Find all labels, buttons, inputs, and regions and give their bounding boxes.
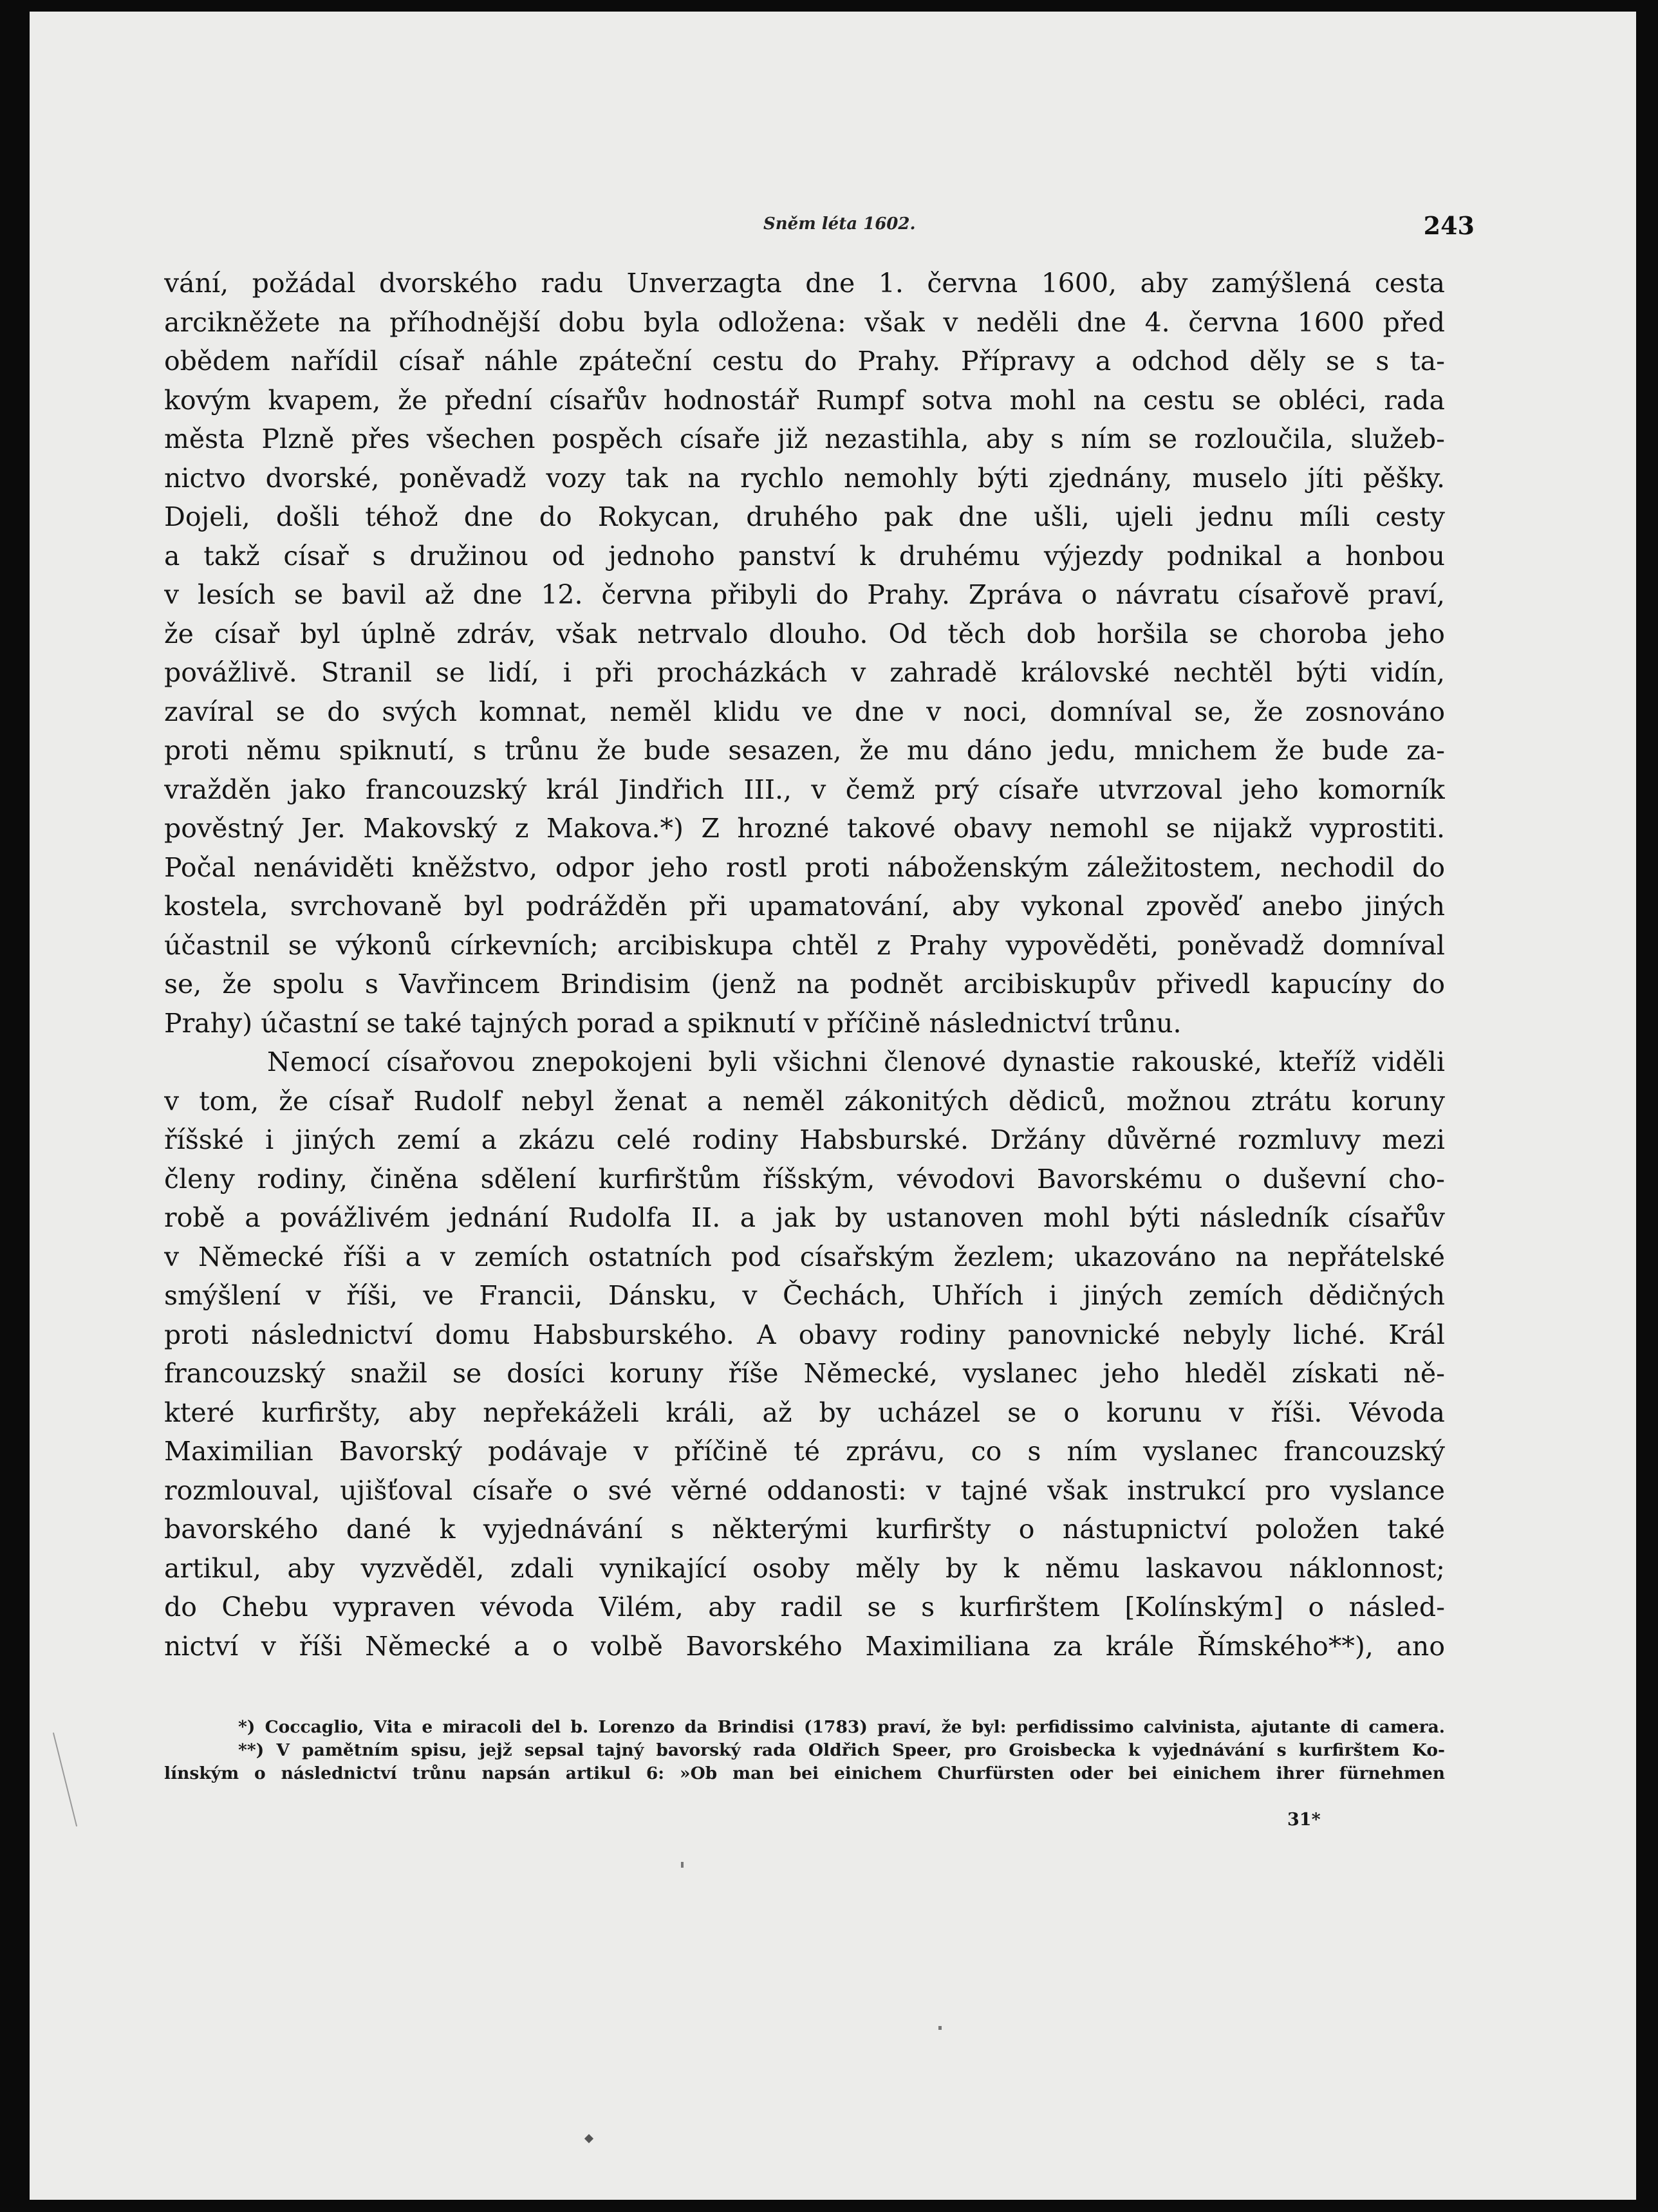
- text-line: že císař byl úplně zdráv, však netrvalo dlouho. Od těch dob horšila se choroba jeho: [164, 618, 1445, 649]
- dust-speck: [681, 1862, 684, 1868]
- text-line: Prahy) účastní se také tajných porad a spiknutí v příčině následnictví trůnu.: [164, 1007, 1182, 1039]
- text-line: Dojeli, došli téhož dne do Rokycan, druhého pak dne ušli, ujeli jednu míli cesty: [164, 501, 1445, 532]
- text-line: Počal nenáviděti kněžstvo, odpor jeho rostl proti náboženským záležitostem, nechodil do: [164, 851, 1445, 883]
- footnotes: [164, 1716, 1445, 1785]
- footnote-1: *) Coccaglio, Vita e miracoli del b. Lorenzo da Brindisi (1783) praví, že byl: perfidissimo calvinista, ajutante di camera.: [238, 1717, 1445, 1737]
- text-line: do Chebu vypraven vévoda Vilém, aby radil se s kurfirštem [Kolínským] o násled-: [164, 1592, 1445, 1622]
- text-line: říšské i jiných zemí a zkázu celé rodiny Habsburské. Držány důvěrné rozmluvy mezi: [164, 1124, 1445, 1155]
- text-line: a takž císař s družinou od jednoho panství k druhému výjezdy podnikal a honbou: [164, 540, 1445, 572]
- footnote-2: **) V pamětním spisu, jejž sepsal tajný bavorský rada Oldřich Speer, pro Groisbecka k vyjednávání s kurfirštem Ko-: [238, 1740, 1445, 1760]
- footnote-2-continued: línským o následnictví trůnu napsán artikul 6: »Ob man bei einichem Churfürsten oder bei einichem ihrer fürnehmen: [164, 1763, 1445, 1783]
- text-line: v tom, že císař Rudolf nebyl ženat a neměl zákonitých dědiců, možnou ztrátu koruny: [164, 1085, 1445, 1117]
- text-line: účastnil se výkonů církevních; arcibiskupa chtěl z Prahy vypověděti, poněvadž domníval: [164, 929, 1445, 961]
- text-line: bavorského dané k vyjednávání s některými kurfiršty o nástupnictví položen také: [164, 1514, 1445, 1545]
- text-line: kostela, svrchovaně byl podrážděn při upamatování, aby vykonal zpověď anebo jiných: [164, 891, 1445, 922]
- page-header: [203, 208, 1475, 246]
- text-line: vražděn jako francouzský král Jindřich III., v čemž prý císaře utvrzoval jeho komorník: [164, 774, 1445, 805]
- text-line: vání, požádal dvorského radu Unverzagta dne 1. června 1600, aby zamýšlená cesta: [164, 268, 1445, 299]
- text-line: proti němu spiknutí, s trůnu že bude sesazen, že mu dáno jedu, mnichem že bude za-: [164, 735, 1445, 766]
- text-line: nictvo dvorské, poněvadž vozy tak na rychlo nemohly býti zjednány, muselo jíti pěšky.: [164, 462, 1445, 494]
- text-line: města Plzně přes všechen pospěch císaře již nezastihla, aby s ním se rozloučila, služeb-: [164, 423, 1445, 454]
- text-line: pověstný Jer. Makovský z Makova.*) Z hrozné takové obavy nemohl se nijakž vyprostiti.: [164, 813, 1445, 844]
- paragraph-start-line: Nemocí císařovou znepokojeni byli všichni členové dynastie rakouské, kteříž viděli: [267, 1046, 1445, 1077]
- text-line: proti následnictví domu Habsburského. A obavy rodiny panovnické nebyly liché. Král: [164, 1319, 1445, 1350]
- text-line: robě a povážlivém jednání Rudolfa II. a jak by ustanoven mohl býti následník císařův: [164, 1202, 1445, 1233]
- text-line: smýšlení v říši, ve Francii, Dánsku, v Čechách, Uhřích i jiných zemích dědičných: [164, 1280, 1445, 1311]
- text-line: se, že spolu s Vavřincem Brindisim (jenž na podnět arcibiskupův přivedl kapucíny do: [164, 969, 1445, 999]
- text-line: Maximilian Bavorský podávaje v příčině té zprávu, co s ním vyslanec francouzský: [164, 1436, 1445, 1467]
- text-line: v lesích se bavil až dne 12. června přibyli do Prahy. Zpráva o návratu císařově praví,: [164, 579, 1445, 610]
- page-number: 243: [1423, 211, 1475, 240]
- text-line: artikul, aby vyzvěděl, zdali vynikající osoby měly by k němu laskavou náklonnost;: [164, 1552, 1445, 1584]
- signature-mark: 31*: [1287, 1810, 1321, 1830]
- running-title: Sněm léta 1602.: [763, 214, 916, 234]
- text-line: zavíral se do svých komnat, neměl klidu ve dne v noci, domníval se, že zosnováno: [164, 696, 1445, 727]
- text-line: nictví v říši Německé a o volbě Bavorského Maximiliana za krále Římského**), ano: [164, 1630, 1445, 1662]
- body-text: [164, 264, 1445, 1666]
- text-line: kovým kvapem, že přední císařův hodnostář Rumpf sotva mohl na cestu se obléci, rada: [164, 384, 1445, 416]
- text-line: které kurfiršty, aby nepřekáželi králi, až by ucházel se o korunu v říši. Vévoda: [164, 1397, 1445, 1428]
- text-line: členy rodiny, činěna sdělení kurfirštům říšským, vévodovi Bavorskému o duševní cho-: [164, 1163, 1445, 1194]
- text-line: obědem nařídil císař náhle zpáteční cestu do Prahy. Přípravy a odchod děly se s ta-: [164, 346, 1445, 376]
- dust-speck: [938, 2026, 942, 2030]
- text-line: rozmlouval, ujišťoval císaře o své věrné oddanosti: v tajné však instrukcí pro vyslance: [164, 1474, 1445, 1506]
- text-line: v Německé říši a v zemích ostatních pod císařským žezlem; ukazováno na nepřátelské: [164, 1241, 1445, 1272]
- text-line: francouzský snažil se dosíci koruny říše Německé, vyslanec jeho hleděl získati ně-: [164, 1358, 1445, 1389]
- text-line: povážlivě. Stranil se lidí, i při procházkách v zahradě královské nechtěl býti vidín,: [164, 657, 1445, 688]
- text-line: arcikněžete na příhodnější dobu byla odložena: však v neděli dne 4. června 1600 před: [164, 306, 1445, 338]
